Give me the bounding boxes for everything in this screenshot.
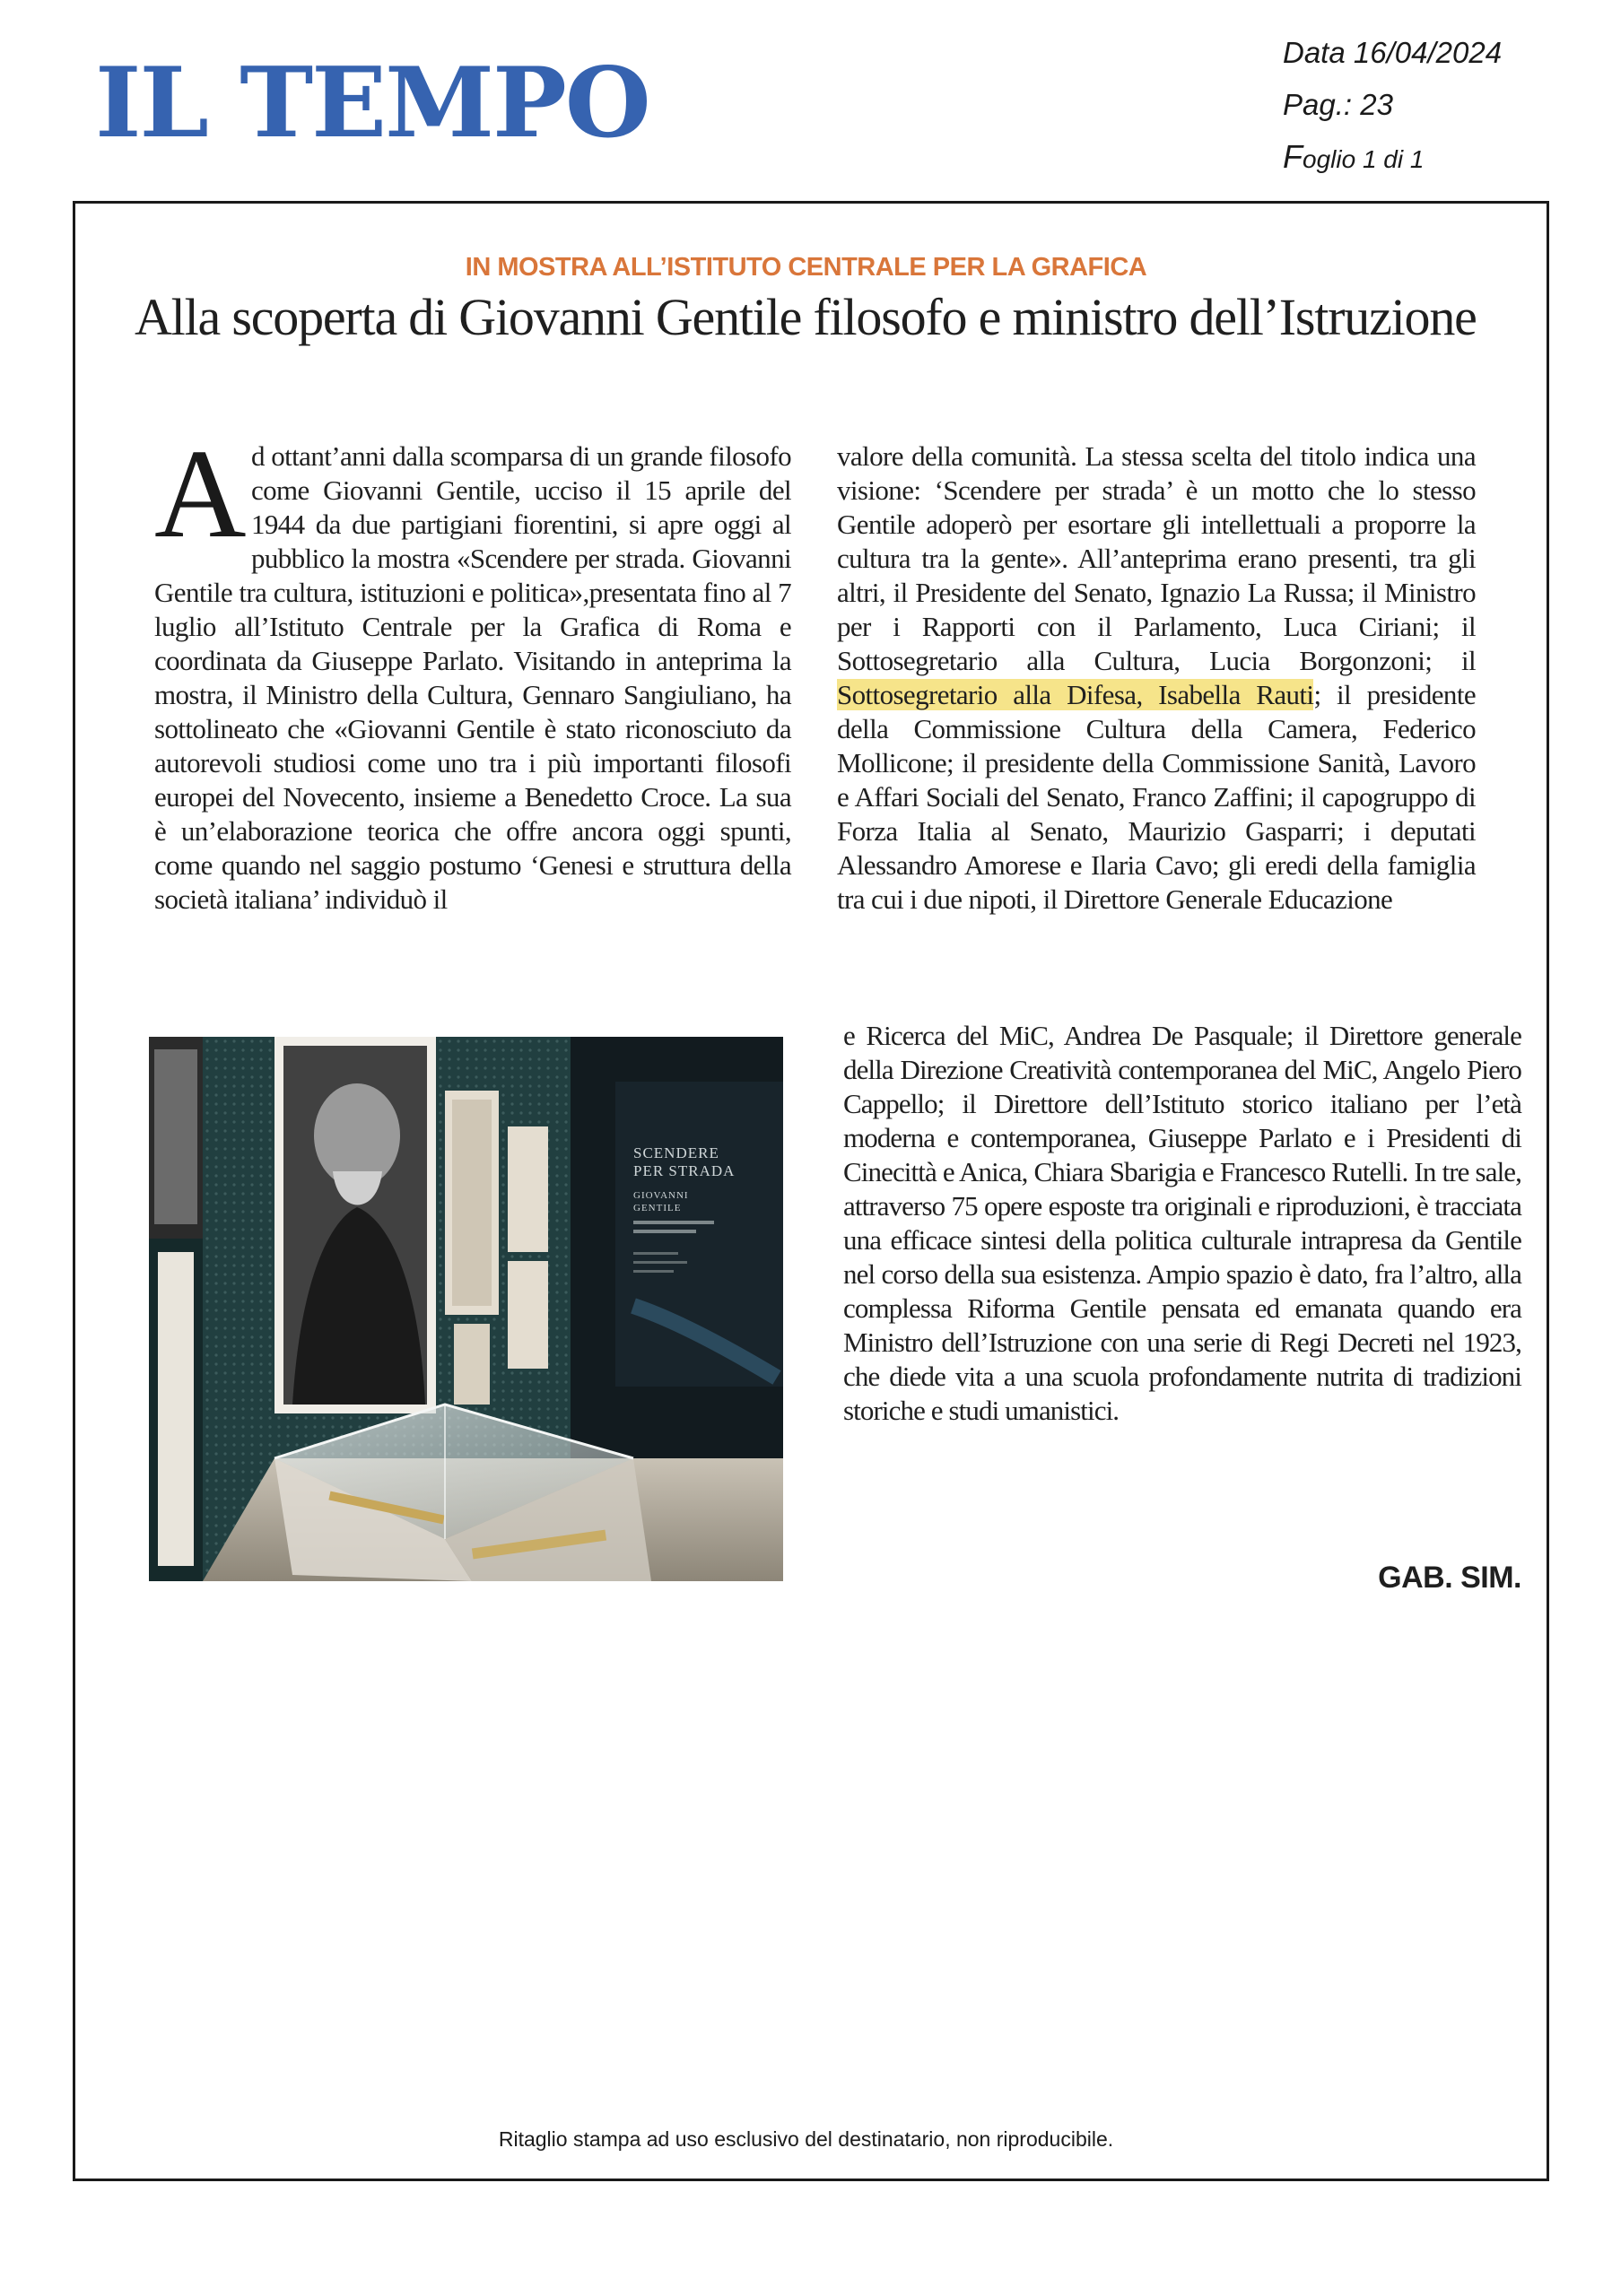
clipping-metadata — [1283, 27, 1502, 186]
exhibition-photo — [149, 1037, 783, 1581]
article-kicker: IN MOSTRA ALL’ISTITUTO CENTRALE PER LA GRAFICA — [465, 253, 1147, 282]
sheet-line: Foglio 1 di 1 — [1283, 138, 1425, 175]
photo-banner-line-4: GENTILE — [633, 1203, 682, 1213]
article-column-2 — [837, 439, 1476, 917]
copyright-notice: Ritaglio stampa ad uso esclusivo del destinatario, non riproducibile. — [498, 2127, 1114, 2151]
article-byline: GAB. SIM. — [1378, 1561, 1521, 1595]
column-3-text: e Ricerca del MiC, Andrea De Pasquale; il Direttore generale della Direzione Creatività contemporanea del MiC, Angelo Piero Cappello; il Direttore dell’Istituto storico italiano per l’età moderna e contemporanea, Giuseppe Parlato e i Presidenti di Cinecittà e Anica, Chiara Sbarigia e Francesco Rutelli. In tre sale, attraverso 75 opere esposte tra originali e riproduzioni, è tracciata una efficace sintesi della politica culturale intrapresa da Gentile nel corso della sua esistenza. Ampio spazio è dato, fra l’altro, alla complessa Riforma Gentile pensata ed emanata quando era Ministro dell’Istruzione con una serie di Regi Decreti nel 1923, che diede vita a una scuola profondamente nutrita di tradizioni storiche e studi umanistici. — [843, 1020, 1521, 1426]
photo-banner-line-3: GIOVANNI — [633, 1190, 689, 1201]
page-line: Pag.: 23 — [1283, 88, 1393, 121]
article-column-3 — [843, 1019, 1521, 1428]
photo-banner-line-1: SCENDERE — [633, 1144, 719, 1161]
date-line: Data 16/04/2024 — [1283, 36, 1503, 69]
drop-cap: A — [154, 422, 246, 564]
photo-banner-line-2: PER STRADA — [633, 1162, 736, 1179]
newspaper-masthead: IL TEMPO — [95, 47, 649, 160]
highlighted-text: Sottosegretario alla Difesa, Isabella Rauti — [837, 679, 1314, 710]
column-2-text: valore della comunità. La stessa scelta del titolo indica una visione: ‘Scendere per strada’ è un motto che lo stesso Gentile adoperò per esortare gli intellettuali a proporre la cultura tra la gente». All’anteprima erano presenti, tra gli altri, il Presidente del Senato, Ignazio La Russa; il Ministro per i Rapporti con il Parlamento, Luca Ciriani; il Sottosegretario alla Cultura, Lucia Borgonzoni; il — [837, 440, 1476, 676]
exhibition-photo-illustration — [149, 1037, 783, 1581]
article-column-1 — [154, 422, 791, 917]
column-1-text: d ottant’anni dalla scomparsa di un grande filosofo come Giovanni Gentile, ucciso il 15 aprile del 1944 da due partigiani fiorentini, si apre oggi al pubblico la mostra «Scendere per strada. Giovanni Gentile tra cultura, istituzioni e politica»,presentata fino al 7 luglio all’Istituto Centrale per la Grafica di Roma e coordinata da Giuseppe Parlato. Visitando in anteprima la mostra, il Ministro della Cultura, Gennaro Sangiuliano, ha sottolineato che «Giovanni Gentile è stato riconosciuto da autorevoli studiosi come uno tra i più importanti filosofi europei del Novecento, insieme a Benedetto Croce. La sua è un’elaborazione teorica che offre ancora oggi spunti, come quando nel saggio postumo ‘Genesi e struttura della società italiana’ individuò il — [154, 440, 791, 915]
page-value: 23 — [1360, 88, 1393, 121]
column-2-text-end: ; il presidente della Commissione Cultura della Camera, Federico Mollicone; il presidente della Commissione Sanità, Lavoro e Affari Sociali del Senato, Franco Zaffini; il capogruppo di Forza Italia al Senato, Maurizio Gasparri; i deputati Alessandro Amorese e Ilaria Cavo; gli eredi della famiglia tra cui i due nipoti, il Direttore Generale Educazione — [837, 679, 1476, 915]
article-headline: Alla scoperta di Giovanni Gentile filosofo e ministro dell’Istruzione — [135, 288, 1477, 346]
date-value: 16/04/2024 — [1353, 36, 1503, 69]
